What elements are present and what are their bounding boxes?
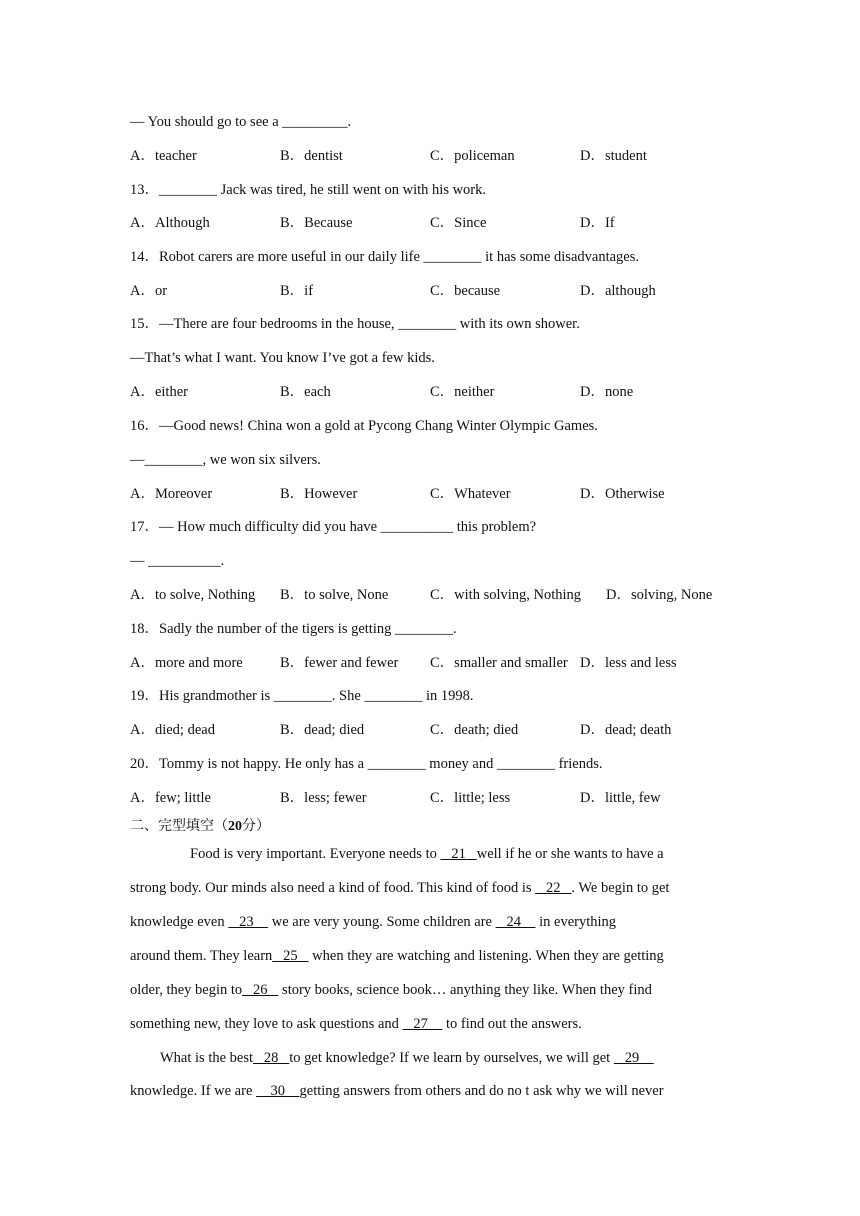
passage-text: something new, they love to ask questions and [130, 1016, 403, 1032]
answer-option: C．death; died [430, 722, 519, 738]
blank: 26 [242, 982, 279, 998]
question-stem: 20．Tommy is not happy. He only has a ________ money and ________ friends. [130, 756, 603, 772]
blank: 27 [402, 1016, 443, 1032]
answer-option: B．Because [280, 215, 353, 231]
passage-text: well if he or she wants to have a [476, 846, 664, 862]
answer-option: D．solving, None [606, 587, 713, 603]
passage-text: when they are watching and listening. When they are getting [308, 948, 664, 964]
answer-option: B．less; fewer [280, 790, 367, 806]
section-title: 二、完型填空（ [130, 818, 228, 834]
answer-option: B．fewer and fewer [280, 655, 399, 671]
passage-text: around them. They learn [130, 948, 273, 964]
blank: 29 [613, 1050, 654, 1066]
passage-text: older, they begin to [130, 982, 243, 998]
passage-line [160, 1048, 654, 1068]
question-stem: 18．Sadly the number of the tigers is getting ________. [130, 621, 457, 637]
answer-option: C．little; less [430, 790, 511, 806]
answer-option: B．dentist [280, 148, 343, 164]
passage-text: to get knowledge? If we learn by ourselves, we will get [289, 1050, 614, 1066]
question-stem: 15．—There are four bedrooms in the house, ________ with its own shower. [130, 316, 580, 332]
answer-option: B．dead; died [280, 722, 365, 738]
passage-line [130, 912, 616, 932]
passage-text: knowledge even [130, 914, 229, 930]
answer-option: A．few; little [130, 790, 211, 806]
answer-option: C．because [430, 283, 501, 299]
passage-line [130, 878, 669, 898]
blank: 23 [228, 914, 269, 930]
answer-option: D．Otherwise [580, 486, 665, 502]
answer-option: D．although [580, 283, 656, 299]
passage-text: strong body. Our minds also need a kind of food. This kind of food is [130, 880, 536, 896]
answer-option: C．Whatever [430, 486, 511, 502]
answer-option: D．If [580, 215, 615, 231]
passage-text: . We begin to get [571, 880, 670, 896]
answer-option: B．to solve, None [280, 587, 389, 603]
passage-line [190, 844, 664, 864]
passage-text: getting answers from others and do no t ask why we will never [299, 1083, 664, 1099]
blank: 25 [272, 948, 309, 964]
answer-option: B．each [280, 384, 331, 400]
section-heading [130, 816, 270, 837]
answer-option: C．policeman [430, 148, 515, 164]
passage-text: in everything [535, 914, 617, 930]
question-stem: — You should go to see a _________. [130, 114, 352, 130]
answer-option: A．Although [130, 215, 210, 231]
answer-option: C．with solving, Nothing [430, 587, 582, 603]
passage-line [130, 1014, 582, 1034]
answer-option: D．less and less [580, 655, 677, 671]
question-stem: 16．—Good news! China won a gold at Pycong Chang Winter Olympic Games. [130, 418, 598, 434]
answer-option: B．However [280, 486, 358, 502]
question-stem: 17．— How much difficulty did you have __________ this problem? [130, 519, 537, 535]
section-title-end: 分） [242, 818, 270, 834]
answer-option: C．Since [430, 215, 487, 231]
passage-line [130, 1081, 664, 1101]
answer-option: A．died; dead [130, 722, 215, 738]
answer-option: A．more and more [130, 655, 243, 671]
answer-option: D．little, few [580, 790, 661, 806]
answer-option: A．or [130, 283, 168, 299]
answer-option: A．to solve, Nothing [130, 587, 256, 603]
answer-option: D．dead; death [580, 722, 672, 738]
answer-option: D．student [580, 148, 647, 164]
question-stem: 14．Robot carers are more useful in our daily life ________ it has some disadvantages. [130, 249, 639, 265]
question-stem: 19．His grandmother is ________. She ________ in 1998. [130, 688, 474, 704]
blank: 30 [256, 1083, 300, 1099]
answer-option: A．either [130, 384, 188, 400]
question-stem: — __________. [130, 553, 225, 569]
blank: 22 [535, 880, 572, 896]
passage-line [130, 946, 664, 966]
passage-text: knowledge. If we are [130, 1083, 257, 1099]
answer-option: D．none [580, 384, 634, 400]
answer-option: B．if [280, 283, 314, 299]
passage-text: story books, science book… anything they like. When they find [278, 982, 652, 998]
blank: 21 [440, 846, 477, 862]
passage-line [130, 980, 652, 1000]
answer-option: A．Moreover [130, 486, 213, 502]
passage-text: we are very young. Some children are [268, 914, 496, 930]
section-score: 20 [228, 819, 242, 834]
question-stem: —________, we won six silvers. [130, 452, 321, 468]
question-stem: —That’s what I want. You know I’ve got a few kids. [130, 350, 435, 366]
answer-option: C．neither [430, 384, 495, 400]
passage-text: Food is very important. Everyone needs to [190, 846, 441, 862]
passage-text: to find out the answers. [442, 1016, 582, 1032]
answer-option: A．teacher [130, 148, 197, 164]
question-stem: 13．________ Jack was tired, he still went on with his work. [130, 182, 487, 198]
passage-text: What is the best [160, 1050, 254, 1066]
blank: 28 [253, 1050, 290, 1066]
blank: 24 [495, 914, 536, 930]
answer-option: C．smaller and smaller [430, 655, 568, 671]
